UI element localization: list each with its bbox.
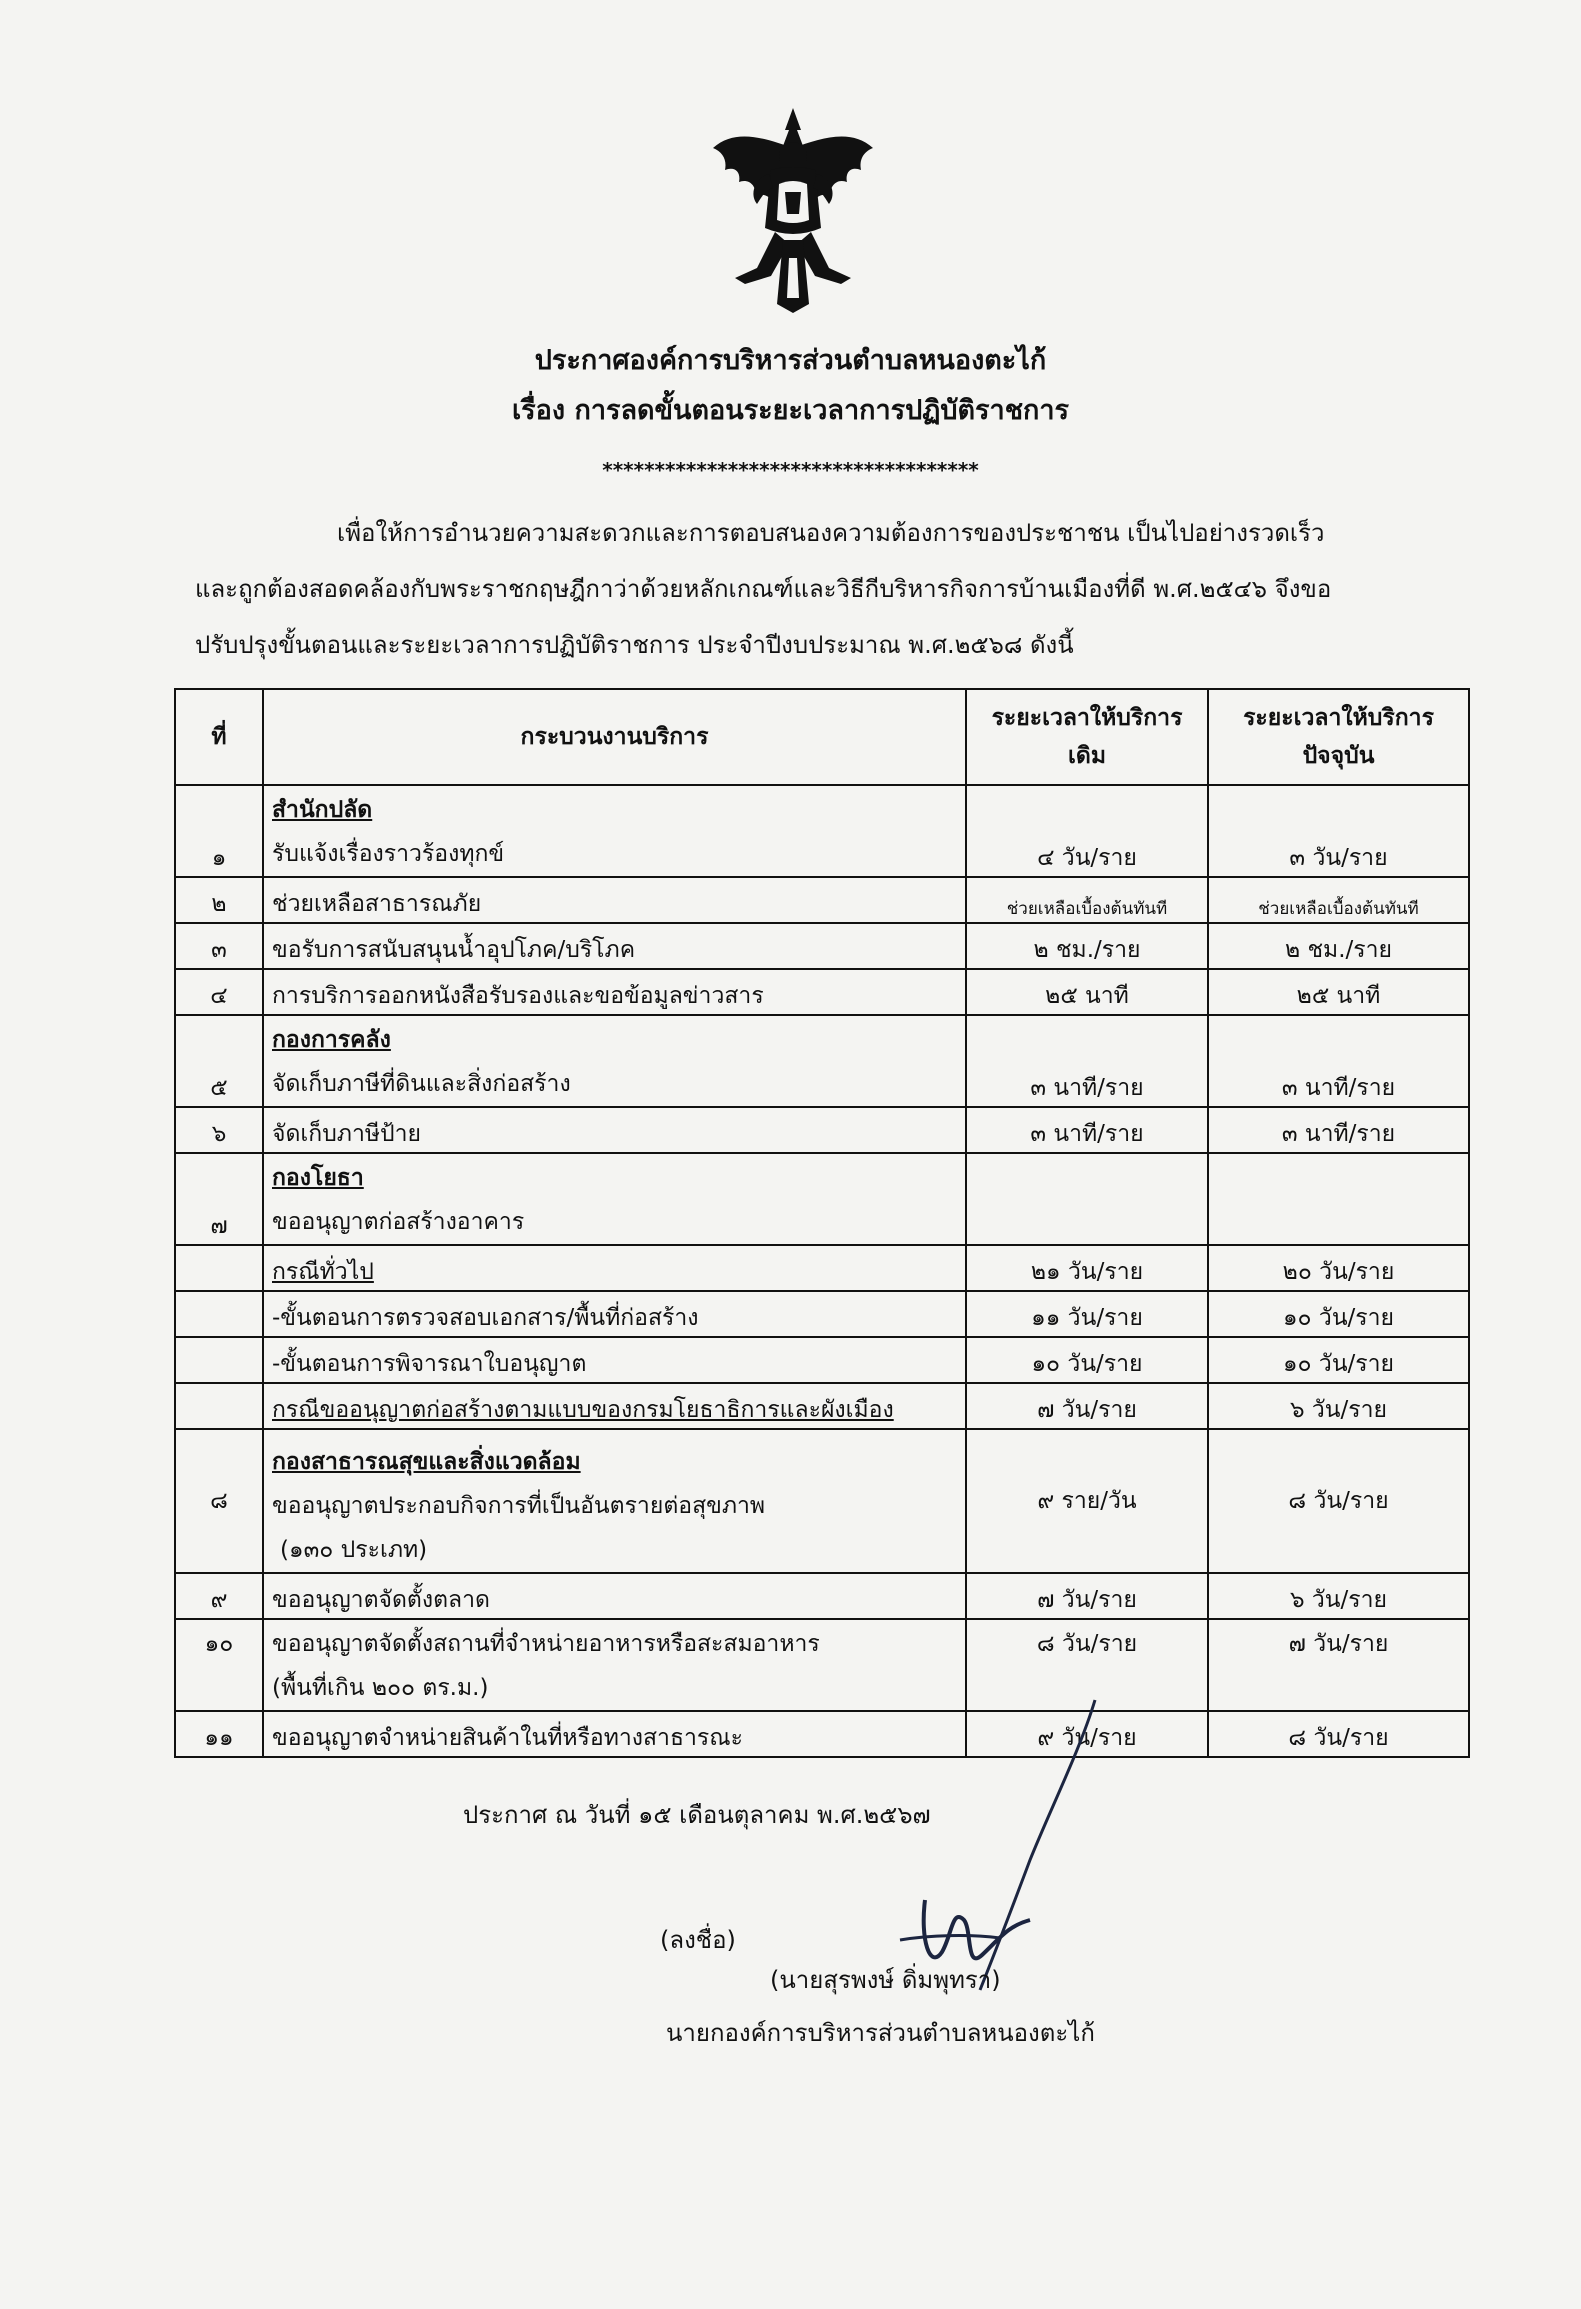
header-process: กระบวนงานบริการ [263,689,966,785]
row-process: ช่วยเหลือสาธารณภัย [263,877,966,923]
row-no: ๔ [175,969,263,1015]
table-row [175,1337,1469,1383]
row-no [175,1337,263,1383]
table-row [175,1429,1469,1573]
row-process: ขอรับการสนับสนุนน้ำอุปโภค/บริโภค [263,923,966,969]
star-divider: ************************************ [602,458,979,482]
row-old-time: ๒๕ นาที [966,969,1208,1015]
garuda-emblem-icon [705,108,881,313]
row-new-time: ๒๐ วัน/ราย [1208,1245,1469,1291]
row-no [175,1245,263,1291]
row-no: ๗ [175,1153,263,1245]
row-old-time: ๘ วัน/ราย [966,1619,1208,1711]
row-no [175,1291,263,1337]
header-no: ที่ [175,689,263,785]
row-old-time: ๗ วัน/ราย [966,1573,1208,1619]
announcement-subject: เรื่อง การลดขั้นตอนระยะเวลาการปฏิบัติราชการ [511,395,1070,426]
row-process: ขออนุญาตจำหน่ายสินค้าในที่หรือทางสาธารณะ [263,1711,966,1757]
dept-heading: กองสาธารณสุขและสิ่งแวดล้อม [272,1449,581,1475]
table-row [175,923,1469,969]
row-old-time: ๒๑ วัน/ราย [966,1245,1208,1291]
row-new-time: ๓ วัน/ราย [1208,785,1469,877]
row-no: ๑๐ [175,1619,263,1711]
header-new-time: ระยะเวลาให้บริการ ปัจจุบัน [1208,689,1469,785]
row-no [175,1383,263,1429]
row-new-time: ๓ นาที/ราย [1208,1015,1469,1107]
table-row [175,1245,1469,1291]
row-process: กรณีทั่วไป [263,1245,966,1291]
row-no: ๕ [175,1015,263,1107]
row-old-time: ๑๐ วัน/ราย [966,1337,1208,1383]
table-row [175,1573,1469,1619]
row-no: ๖ [175,1107,263,1153]
row-new-time: ๖ วัน/ราย [1208,1383,1469,1429]
intro-line: เพื่อให้การอำนวยความสะดวกและการตอบสนองความต้องการของประชาชน เป็นไปอย่างรวดเร็ว [337,519,1325,547]
row-process: ขออนุญาตจัดตั้งตลาด [263,1573,966,1619]
row-process: กองโยธา ขออนุญาตก่อสร้างอาคาร [263,1153,966,1245]
table-row [175,877,1469,923]
row-no: ๒ [175,877,263,923]
row-old-time: ช่วยเหลือเบื้องต้นทันที [966,877,1208,923]
row-process: กรณีขออนุญาตก่อสร้างตามแบบของกรมโยธาธิการและผังเมือง [263,1383,966,1429]
table-row [175,1711,1469,1757]
row-new-time: ๗ วัน/ราย [1208,1619,1469,1711]
row-process: ขออนุญาตจัดตั้งสถานที่จำหน่ายอาหารหรือสะสมอาหาร (พื้นที่เกิน ๒๐๐ ตร.ม.) [263,1619,966,1711]
dept-heading: สำนักปลัด [272,797,373,823]
signer-name: (นายสุรพงษ์ ดิ่มพุทรา) [770,1966,1001,1994]
row-old-time [966,1153,1208,1245]
row-new-time: ๒ ชม./ราย [1208,923,1469,969]
row-old-time: ๒ ชม./ราย [966,923,1208,969]
row-process: กองสาธารณสุขและสิ่งแวดล้อม ขออนุญาตประกอบกิจการที่เป็นอันตรายต่อสุขภาพ (๑๓๐ ประเภท) [263,1429,966,1573]
table-row [175,1291,1469,1337]
table-row [175,1383,1469,1429]
table-row [175,1015,1469,1107]
dept-heading: กองโยธา [272,1165,364,1191]
intro-paragraph [195,505,1465,673]
table-header-row [175,689,1469,785]
row-new-time [1208,1153,1469,1245]
row-old-time: ๗ วัน/ราย [966,1383,1208,1429]
row-process: -ขั้นตอนการตรวจสอบเอกสาร/พื้นที่ก่อสร้าง [263,1291,966,1337]
row-new-time: ๑๐ วัน/ราย [1208,1291,1469,1337]
row-old-time: ๓ นาที/ราย [966,1107,1208,1153]
dept-heading: กองการคลัง [272,1027,391,1053]
row-process: การบริการออกหนังสือรับรองและขอข้อมูลข่าวสาร [263,969,966,1015]
row-no: ๘ [175,1429,263,1573]
intro-line: ปรับปรุงขั้นตอนและระยะเวลาการปฏิบัติราชการ ประจำปีงบประมาณ พ.ศ.๒๕๖๘ ดังนี้ [195,631,1074,659]
row-process: กองการคลัง จัดเก็บภาษีที่ดินและสิ่งก่อสร้าง [263,1015,966,1107]
row-no: ๑ [175,785,263,877]
row-no: ๙ [175,1573,263,1619]
table-row [175,969,1469,1015]
row-old-time: ๙ วัน/ราย [966,1711,1208,1757]
table-row [175,1107,1469,1153]
row-new-time: ๘ วัน/ราย [1208,1711,1469,1757]
row-old-time: ๔ วัน/ราย [966,785,1208,877]
row-new-time: ๖ วัน/ราย [1208,1573,1469,1619]
row-process: สำนักปลัด รับแจ้งเรื่องราวร้องทุกข์ [263,785,966,877]
table-row [175,785,1469,877]
row-no: ๑๑ [175,1711,263,1757]
row-new-time: ๑๐ วัน/ราย [1208,1337,1469,1383]
row-new-time: ช่วยเหลือเบื้องต้นทันที [1208,877,1469,923]
table-row [175,1619,1469,1711]
sign-label: (ลงชื่อ) [660,1926,736,1954]
row-new-time: ๓ นาที/ราย [1208,1107,1469,1153]
signer-position: นายกองค์การบริหารส่วนตำบลหนองตะไก้ [666,2019,1095,2047]
announcement-date: ประกาศ ณ วันที่ ๑๕ เดือนตุลาคม พ.ศ.๒๕๖๗ [463,1801,931,1829]
row-process: -ขั้นตอนการพิจารณาใบอนุญาต [263,1337,966,1383]
service-time-table [174,688,1470,1758]
row-process: จัดเก็บภาษีป้าย [263,1107,966,1153]
header-old-time: ระยะเวลาให้บริการ เดิม [966,689,1208,785]
intro-line: และถูกต้องสอดคล้องกับพระราชกฤษฎีกาว่าด้วยหลักเกณฑ์และวิธีกีบริหารกิจการบ้านเมืองที่ดี พ.ศ.๒๕๔๖ จึงขอ [195,575,1332,603]
row-no: ๓ [175,923,263,969]
row-old-time: ๑๑ วัน/ราย [966,1291,1208,1337]
row-old-time: ๙ ราย/วัน [966,1429,1208,1573]
row-old-time: ๓ นาที/ราย [966,1015,1208,1107]
row-new-time: ๘ วัน/ราย [1208,1429,1469,1573]
announcement-title: ประกาศองค์การบริหารส่วนตำบลหนองตะไก้ [534,345,1047,376]
row-new-time: ๒๕ นาที [1208,969,1469,1015]
table-row [175,1153,1469,1245]
